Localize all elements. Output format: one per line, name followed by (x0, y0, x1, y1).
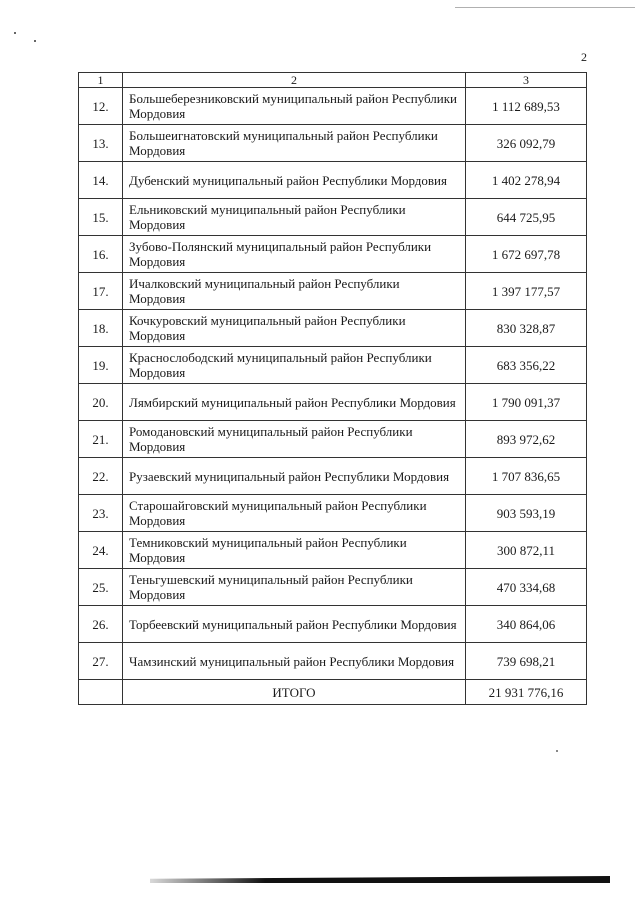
row-number: 12. (79, 88, 123, 125)
district-name: Ельниковский муниципальный район Республики Мордовия (123, 199, 466, 236)
scan-artifact-line (455, 7, 635, 8)
district-name: Ичалковский муниципальный район Республики Мордовия (123, 273, 466, 310)
table-header-row (79, 73, 587, 88)
district-name: Дубенский муниципальный район Республики Мордовия (123, 162, 466, 199)
table-row (79, 347, 587, 384)
table-row (79, 273, 587, 310)
district-name: Большеберезниковский муниципальный район Республики Мордовия (123, 88, 466, 125)
row-number: 19. (79, 347, 123, 384)
row-number: 15. (79, 199, 123, 236)
amount-value: 683 356,22 (466, 347, 587, 384)
amount-value: 1 112 689,53 (466, 88, 587, 125)
scan-artifact-dot (14, 32, 16, 34)
amount-value: 1 790 091,37 (466, 384, 587, 421)
table-row (79, 569, 587, 606)
amount-value: 1 707 836,65 (466, 458, 587, 495)
district-name: Темниковский муниципальный район Республики Мордовия (123, 532, 466, 569)
table-row (79, 421, 587, 458)
amount-value: 903 593,19 (466, 495, 587, 532)
amount-value: 300 872,11 (466, 532, 587, 569)
page-number: 2 (581, 50, 587, 64)
row-number: 16. (79, 236, 123, 273)
table-row (79, 88, 587, 125)
row-number: 17. (79, 273, 123, 310)
table-row (79, 495, 587, 532)
total-label: ИТОГО (123, 680, 466, 705)
amount-value: 830 328,87 (466, 310, 587, 347)
districts-table (78, 72, 587, 705)
row-number: 26. (79, 606, 123, 643)
district-name: Большеигнатовский муниципальный район Республики Мордовия (123, 125, 466, 162)
district-name: Лямбирский муниципальный район Республики Мордовия (123, 384, 466, 421)
table-row (79, 384, 587, 421)
scan-artifact-bar (150, 876, 610, 883)
table-row (79, 125, 587, 162)
district-name: Торбеевский муниципальный район Республики Мордовия (123, 606, 466, 643)
header-cell-1: 1 (79, 73, 123, 88)
total-value: 21 931 776,16 (466, 680, 587, 705)
table-row (79, 458, 587, 495)
district-name: Теньгушевский муниципальный район Республики Мордовия (123, 569, 466, 606)
row-number: 27. (79, 643, 123, 680)
row-number: 18. (79, 310, 123, 347)
row-number: 20. (79, 384, 123, 421)
scan-artifact-dot (556, 750, 558, 752)
amount-value: 893 972,62 (466, 421, 587, 458)
row-number: 24. (79, 532, 123, 569)
district-name: Краснослободский муниципальный район Республики Мордовия (123, 347, 466, 384)
district-name: Чамзинский муниципальный район Республики Мордовия (123, 643, 466, 680)
table-row (79, 162, 587, 199)
district-name: Ромодановский муниципальный район Республики Мордовия (123, 421, 466, 458)
scan-artifact-dot (34, 40, 36, 42)
amount-value: 739 698,21 (466, 643, 587, 680)
total-empty-cell (79, 680, 123, 705)
district-name: Старошайговский муниципальный район Республики Мордовия (123, 495, 466, 532)
row-number: 22. (79, 458, 123, 495)
amount-value: 1 397 177,57 (466, 273, 587, 310)
amount-value: 470 334,68 (466, 569, 587, 606)
table-row (79, 310, 587, 347)
table-row (79, 532, 587, 569)
amount-value: 1 402 278,94 (466, 162, 587, 199)
row-number: 25. (79, 569, 123, 606)
table-row (79, 236, 587, 273)
header-cell-2: 2 (123, 73, 466, 88)
total-row (79, 680, 587, 705)
header-cell-3: 3 (466, 73, 587, 88)
amount-value: 1 672 697,78 (466, 236, 587, 273)
amount-value: 644 725,95 (466, 199, 587, 236)
row-number: 14. (79, 162, 123, 199)
row-number: 13. (79, 125, 123, 162)
row-number: 23. (79, 495, 123, 532)
table-row (79, 643, 587, 680)
district-name: Кочкуровский муниципальный район Республики Мордовия (123, 310, 466, 347)
district-name: Рузаевский муниципальный район Республики Мордовия (123, 458, 466, 495)
district-name: Зубово-Полянский муниципальный район Республики Мордовия (123, 236, 466, 273)
table-row (79, 199, 587, 236)
table-body (79, 73, 587, 705)
table-row (79, 606, 587, 643)
row-number: 21. (79, 421, 123, 458)
amount-value: 340 864,06 (466, 606, 587, 643)
amount-value: 326 092,79 (466, 125, 587, 162)
